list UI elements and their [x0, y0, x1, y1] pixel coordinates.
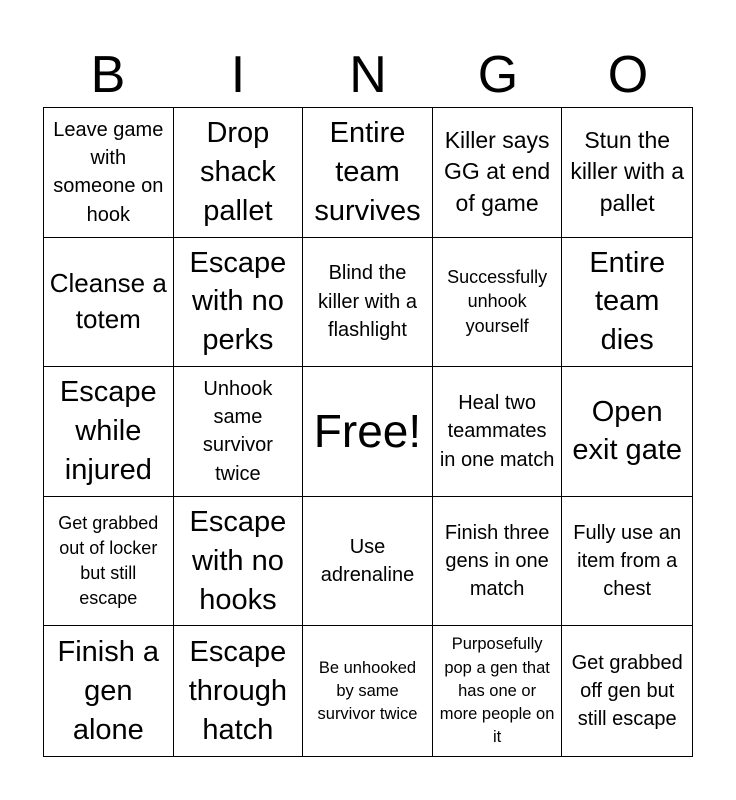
- bingo-cell[interactable]: [562, 367, 692, 497]
- cell-text: Use adrenaline: [320, 535, 415, 587]
- bingo-cell[interactable]: [303, 238, 433, 368]
- cell-text: Purposefully pop a gen that has one or more people on it: [439, 635, 555, 746]
- cell-text: Cleanse a totem: [49, 268, 167, 334]
- bingo-cell[interactable]: [303, 626, 433, 756]
- bingo-cell[interactable]: [174, 108, 304, 238]
- bingo-cell[interactable]: [562, 626, 692, 756]
- bingo-cell[interactable]: [562, 108, 692, 238]
- cell-text: Open exit gate: [572, 395, 683, 467]
- bingo-cell[interactable]: [562, 238, 692, 368]
- bingo-cell[interactable]: [44, 626, 174, 756]
- cell-text: Entire team dies: [589, 246, 666, 357]
- cell-text: Leave game with someone on hook: [53, 118, 164, 226]
- bingo-cell[interactable]: [44, 497, 174, 627]
- header-letter-i: I: [230, 46, 246, 104]
- cell-text: Drop shack pallet: [200, 117, 276, 227]
- cell-text: Escape with no hooks: [189, 505, 287, 616]
- cell-text: Blind the killer with a flashlight: [318, 262, 417, 342]
- cell-text: Entire team survives: [314, 117, 421, 227]
- bingo-cell[interactable]: [433, 108, 563, 238]
- bingo-cell[interactable]: [44, 367, 174, 497]
- cell-text: Be unhooked by same survivor twice: [317, 658, 418, 723]
- cell-text: Escape while injured: [59, 376, 157, 486]
- cell-text: Unhook same survivor twice: [202, 377, 273, 485]
- bingo-cell[interactable]: [562, 497, 692, 627]
- bingo-cell[interactable]: [44, 108, 174, 238]
- cell-text: Free!: [313, 404, 422, 457]
- bingo-cell[interactable]: [174, 626, 304, 756]
- bingo-grid: [43, 107, 693, 757]
- bingo-cell[interactable]: [174, 497, 304, 627]
- bingo-cell[interactable]: [433, 367, 563, 497]
- cell-text: Escape with no perks: [189, 246, 287, 357]
- header-letter-o: O: [607, 46, 649, 104]
- cell-text: Finish a gen alone: [57, 635, 160, 746]
- header-letter-n: N: [349, 46, 387, 104]
- header-letter-g: G: [477, 46, 519, 104]
- cell-text: Fully use an item from a chest: [573, 521, 682, 601]
- bingo-cell[interactable]: [303, 497, 433, 627]
- cell-text: Get grabbed out of locker but still escape: [58, 513, 159, 608]
- bingo-cell[interactable]: [174, 367, 304, 497]
- free-space[interactable]: [303, 367, 433, 497]
- bingo-cell[interactable]: [44, 238, 174, 368]
- bingo-cell[interactable]: [433, 626, 563, 756]
- cell-text: Get grabbed off gen but still escape: [571, 651, 683, 731]
- cell-text: Stun the killer with a pallet: [570, 126, 685, 217]
- cell-text: Escape through hatch: [188, 635, 288, 746]
- cell-text: Finish three gens in one match: [444, 521, 550, 601]
- bingo-cell[interactable]: [433, 238, 563, 368]
- cell-text: Successfully unhook yourself: [447, 266, 548, 337]
- bingo-cell[interactable]: [433, 497, 563, 627]
- cell-text: Killer says GG at end of game: [444, 126, 551, 217]
- cell-text: Heal two teammates in one match: [439, 391, 555, 471]
- bingo-header: [43, 42, 693, 108]
- bingo-cell[interactable]: [303, 108, 433, 238]
- header-letter-b: B: [90, 46, 126, 104]
- bingo-cell[interactable]: [174, 238, 304, 368]
